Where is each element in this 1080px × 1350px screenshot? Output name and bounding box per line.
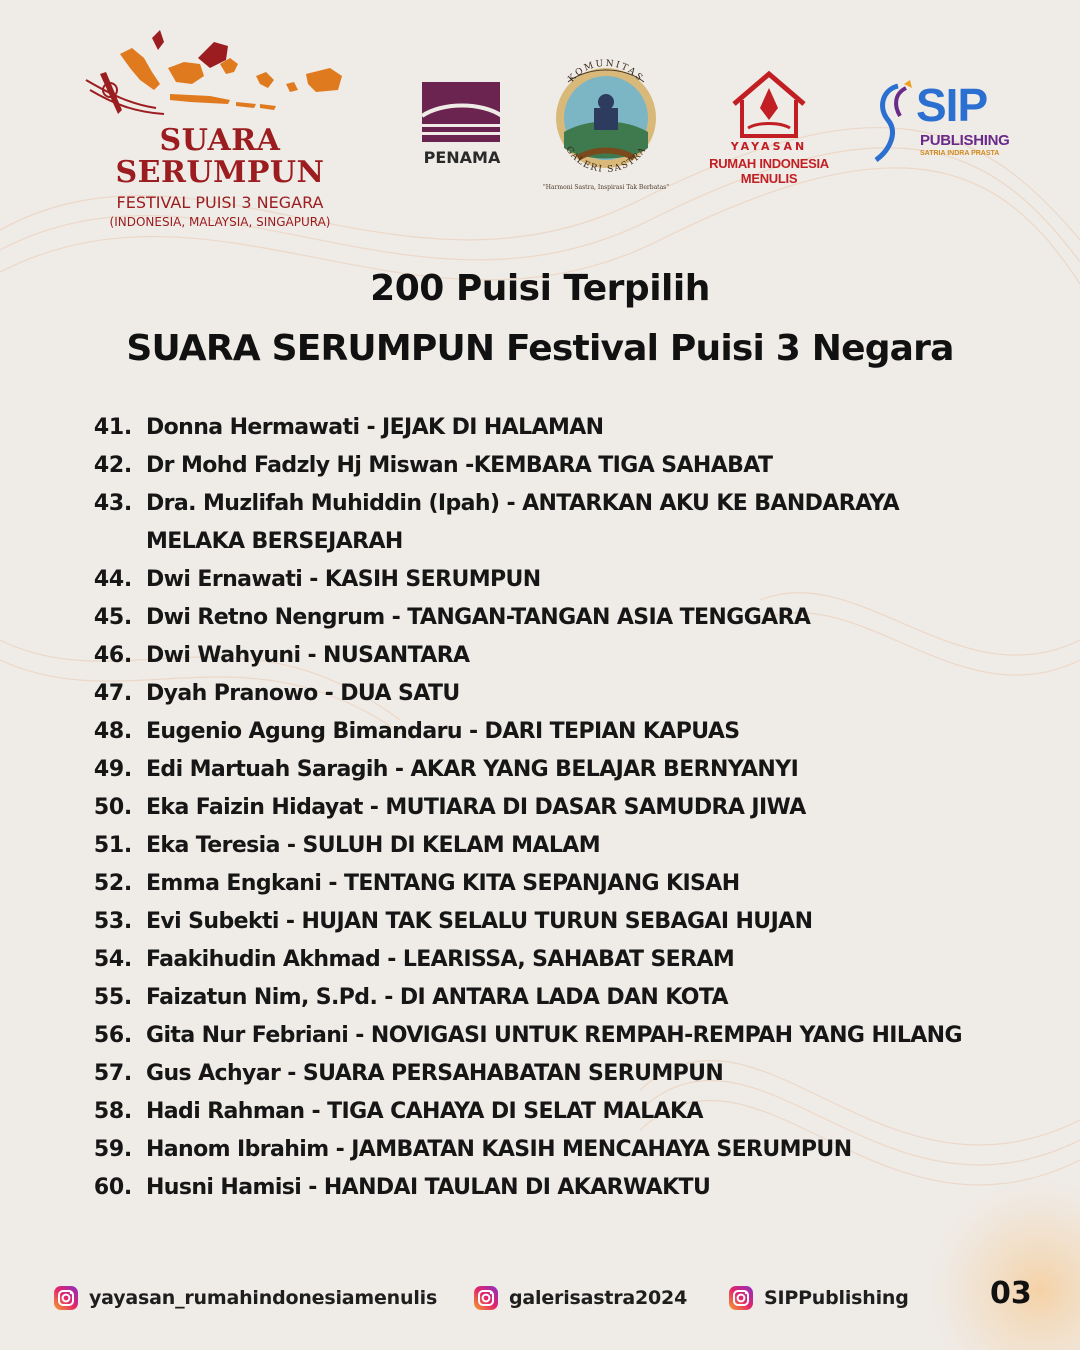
item-author-title: Eka Teresia - SULUH DI KELAM MALAM <box>146 833 600 858</box>
sip-swoosh-icon <box>868 80 918 166</box>
item-number: 44. <box>93 567 132 592</box>
social-handle: galerisastra2024 <box>509 1287 688 1309</box>
page-title: 200 Puisi Terpilih <box>370 268 710 309</box>
social-handle: SIPPublishing <box>764 1287 909 1309</box>
item-author-title: Dwi Ernawati - KASIH SERUMPUN <box>146 567 541 592</box>
item-number: 53. <box>93 909 132 934</box>
suara-logo-line1: SUARA <box>159 123 281 158</box>
svg-text:GALERI SASTRA <box>563 145 648 175</box>
list-item <box>0 675 1080 713</box>
item-author-title: Edi Martuah Saragih - AKAR YANG BELAJAR BERNYANYI <box>146 757 799 782</box>
item-number: 47. <box>93 681 132 706</box>
list-item <box>0 447 1080 485</box>
list-item <box>0 865 1080 903</box>
item-number: 57. <box>93 1061 132 1086</box>
item-author-title: Emma Engkani - TENTANG KITA SEPANJANG KISAH <box>146 871 740 896</box>
item-number: 41. <box>93 415 132 440</box>
sip-logo-text: SIP <box>916 79 988 131</box>
penama-emblem-icon <box>412 80 512 146</box>
item-number: 45. <box>93 605 132 630</box>
suara-logo-line2: SERUMPUN <box>115 155 325 190</box>
item-author-title: Faakihudin Akhmad - LEARISSA, SAHABAT SERAM <box>146 947 735 972</box>
list-item <box>0 561 1080 599</box>
list-item-continuation <box>0 523 1080 561</box>
item-number: 55. <box>93 985 132 1010</box>
item-author-title: Eugenio Agung Bimandaru - DARI TEPIAN KAPUAS <box>146 719 740 744</box>
item-number: 60. <box>93 1175 132 1200</box>
item-author-title: MELAKA BERSEJARAH <box>146 529 403 554</box>
suara-logo-line3: FESTIVAL PUISI 3 NEGARA <box>116 193 324 212</box>
list-item <box>0 1169 1080 1207</box>
sip-logo-tagline: SATRIA INDRA PRASTA <box>920 150 1000 157</box>
social-link-sippublishing[interactable] <box>728 1284 909 1312</box>
list-item <box>0 751 1080 789</box>
galeri-sastra-logo <box>542 52 670 200</box>
suara-serumpun-logo <box>80 24 360 236</box>
item-author-title: Dwi Retno Nengrum - TANGAN-TANGAN ASIA TENGGARA <box>146 605 811 630</box>
list-item <box>0 941 1080 979</box>
item-number: 43. <box>93 491 132 516</box>
house-pen-icon <box>694 70 844 140</box>
item-author-title: Hadi Rahman - TIGA CAHAYA DI SELAT MALAKA <box>146 1099 703 1124</box>
yayasan-logo <box>694 70 844 186</box>
svg-text:KOMUNITAS <box>567 59 646 85</box>
item-author-title: Husni Hamisi - HANDAI TAULAN DI AKARWAKTU <box>146 1175 711 1200</box>
yayasan-line2: RUMAH INDONESIA MENULIS <box>709 156 829 186</box>
item-number: 54. <box>93 947 132 972</box>
page-subtitle: SUARA SERUMPUN Festival Puisi 3 Negara <box>126 328 954 369</box>
instagram-icon <box>728 1285 754 1311</box>
item-author-title: Gita Nur Febriani - NOVIGASI UNTUK REMPAH-REMPAH YANG HILANG <box>146 1023 962 1048</box>
galeri-tagline: "Harmoni Sastra, Inspirasi Tak Berbatas" <box>542 184 670 191</box>
galeri-arc-top: KOMUNITAS <box>566 58 646 85</box>
item-number: 59. <box>93 1137 132 1162</box>
item-number: 49. <box>93 757 132 782</box>
item-number: 58. <box>93 1099 132 1124</box>
list-item <box>0 409 1080 447</box>
item-author-title: Dr Mohd Fadzly Hj Miswan -KEMBARA TIGA SAHABAT <box>146 453 773 478</box>
list-item <box>0 1055 1080 1093</box>
item-author-title: Faizatun Nim, S.Pd. - DI ANTARA LADA DAN KOTA <box>146 985 728 1010</box>
social-link-yayasan[interactable] <box>53 1284 437 1312</box>
suara-logo-line4: (INDONESIA, MALAYSIA, SINGAPURA) <box>109 215 331 229</box>
sip-publishing-logo <box>868 80 1008 166</box>
galeri-sastra-arc-text <box>548 52 664 182</box>
item-number: 48. <box>93 719 132 744</box>
list-item <box>0 1017 1080 1055</box>
item-author-title: Dra. Muzlifah Muhiddin (Ipah) - ANTARKAN AKU KE BANDARAYA <box>146 491 900 516</box>
instagram-icon <box>473 1285 499 1311</box>
list-item <box>0 637 1080 675</box>
item-number: 46. <box>93 643 132 668</box>
galeri-arc-bottom: GALERI SASTRA <box>563 144 649 175</box>
item-author-title: Hanom Ibrahim - JAMBATAN KASIH MENCAHAYA SERUMPUN <box>146 1137 852 1162</box>
item-author-title: Dyah Pranowo - DUA SATU <box>146 681 460 706</box>
list-item <box>0 789 1080 827</box>
penama-logo <box>412 80 512 170</box>
list-item <box>0 979 1080 1017</box>
item-author-title: Dwi Wahyuni - NUSANTARA <box>146 643 470 668</box>
item-author-title: Eka Faizin Hidayat - MUTIARA DI DASAR SAMUDRA JIWA <box>146 795 806 820</box>
list-item <box>0 903 1080 941</box>
page-number: 03 <box>990 1276 1032 1311</box>
sip-logo-publishing: PUBLISHING <box>920 132 1010 149</box>
penama-label: PENAMA <box>423 148 501 167</box>
item-author-title: Evi Subekti - HUJAN TAK SELALU TURUN SEBAGAI HUJAN <box>146 909 813 934</box>
item-number: 42. <box>93 453 132 478</box>
item-author-title: Donna Hermawati - JEJAK DI HALAMAN <box>146 415 604 440</box>
item-number: 56. <box>93 1023 132 1048</box>
list-item <box>0 1093 1080 1131</box>
item-number: 52. <box>93 871 132 896</box>
social-link-galerisastra[interactable] <box>473 1284 687 1312</box>
item-author-title: Gus Achyar - SUARA PERSAHABATAN SERUMPUN <box>146 1061 724 1086</box>
yayasan-line1: YAYASAN <box>730 140 808 153</box>
item-number: 50. <box>93 795 132 820</box>
list-item <box>0 599 1080 637</box>
list-item <box>0 713 1080 751</box>
list-item <box>0 827 1080 865</box>
instagram-icon <box>53 1285 79 1311</box>
social-handle: yayasan_rumahindonesiamenulis <box>89 1287 438 1309</box>
item-number: 51. <box>93 833 132 858</box>
list-item <box>0 1131 1080 1169</box>
list-item <box>0 485 1080 523</box>
